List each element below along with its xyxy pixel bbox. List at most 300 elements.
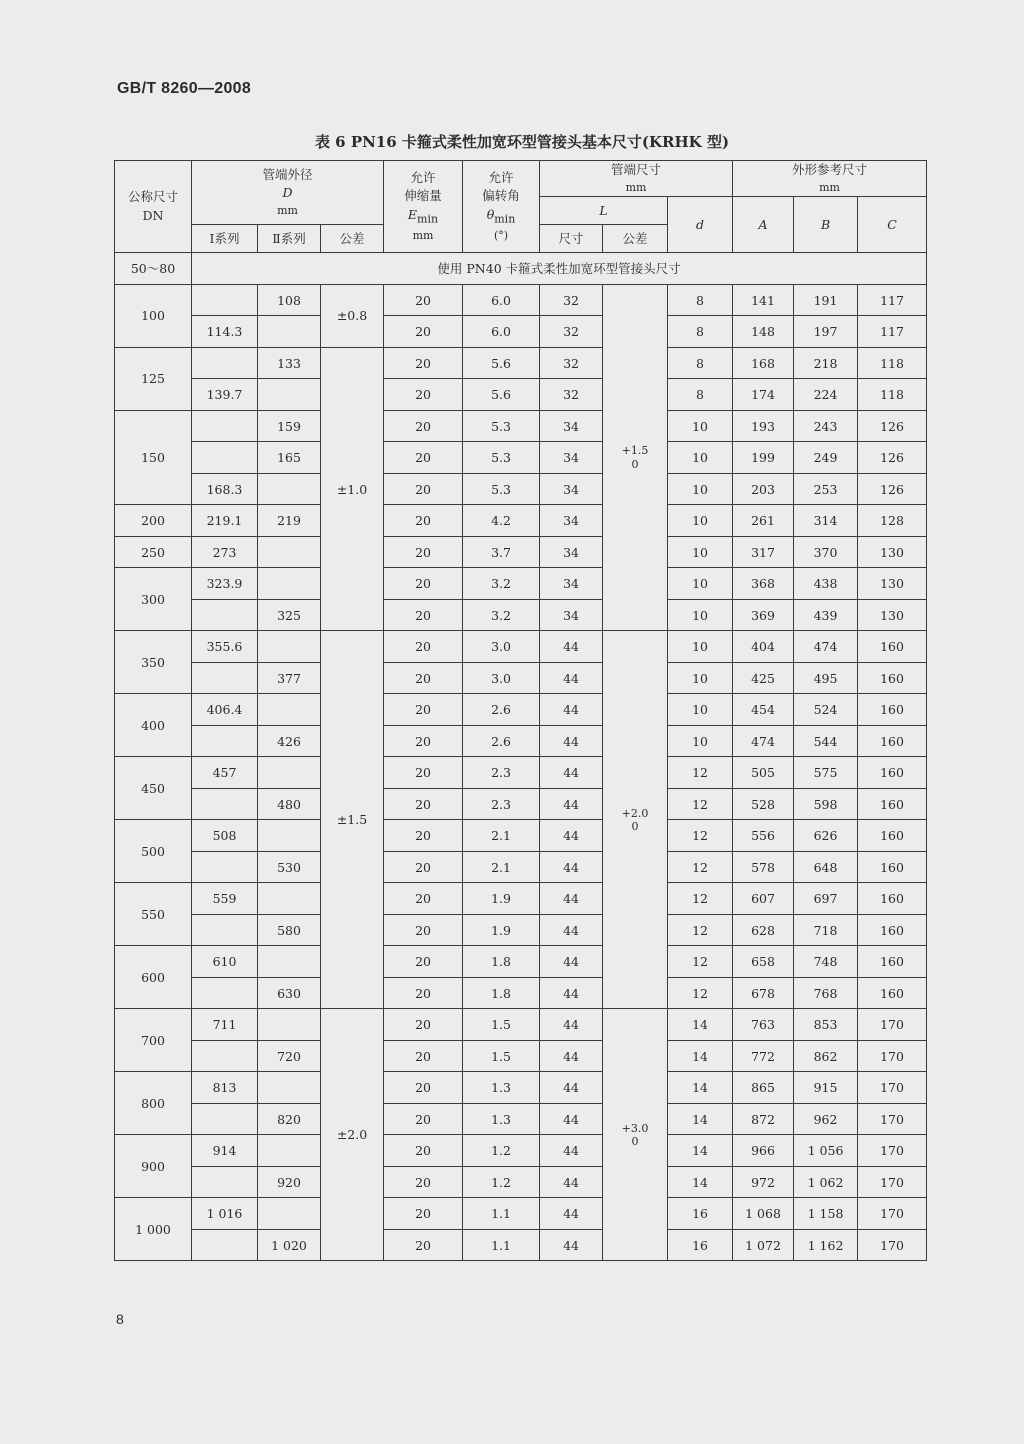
cell-d: 10: [668, 568, 733, 600]
cell-c: 130: [858, 536, 927, 568]
cell-expansion: 20: [384, 442, 463, 474]
cell-series1: 323.9: [192, 568, 258, 600]
cell-series1: [192, 1040, 258, 1072]
cell-d: 14: [668, 1072, 733, 1104]
cell-deflection: 3.0: [463, 662, 540, 694]
header-dn: 公称尺寸 DN: [115, 161, 192, 253]
cell-series2: [258, 1072, 321, 1104]
cell-a: 865: [733, 1072, 794, 1104]
cell-series1: [192, 347, 258, 379]
cell-expansion: 20: [384, 316, 463, 348]
cell-a: 317: [733, 536, 794, 568]
header-b: B: [794, 197, 858, 253]
cell-b: 1 158: [794, 1198, 858, 1230]
cell-expansion: 20: [384, 505, 463, 537]
cell-expansion: 20: [384, 631, 463, 663]
dimension-table: [114, 160, 927, 1261]
header-c: C: [858, 197, 927, 253]
cell-l-tolerance: [603, 284, 668, 631]
cell-series1: 610: [192, 946, 258, 978]
cell-a: 193: [733, 410, 794, 442]
header-series2: Ⅱ系列: [258, 225, 321, 253]
cell-l-size: 34: [540, 442, 603, 474]
cell-b: 249: [794, 442, 858, 474]
cell-l-size: 34: [540, 505, 603, 537]
cell-series1: [192, 442, 258, 474]
cell-c: 160: [858, 883, 927, 915]
cell-a: 628: [733, 914, 794, 946]
cell-series1: 273: [192, 536, 258, 568]
cell-c: 160: [858, 914, 927, 946]
cell-a: 148: [733, 316, 794, 348]
cell-b: 314: [794, 505, 858, 537]
cell-a: 658: [733, 946, 794, 978]
cell-series2: [258, 568, 321, 600]
cell-expansion: 20: [384, 1229, 463, 1261]
cell-b: 862: [794, 1040, 858, 1072]
cell-series2: 159: [258, 410, 321, 442]
cell-a: 369: [733, 599, 794, 631]
note-dn: 50～80: [115, 253, 192, 285]
cell-c: 126: [858, 410, 927, 442]
cell-deflection: 1.1: [463, 1229, 540, 1261]
cell-c: 117: [858, 284, 927, 316]
cell-deflection: 5.6: [463, 347, 540, 379]
cell-expansion: 20: [384, 347, 463, 379]
cell-l-size: 44: [540, 883, 603, 915]
cell-l-size: 44: [540, 757, 603, 789]
cell-d: 14: [668, 1135, 733, 1167]
cell-series1: [192, 662, 258, 694]
cell-series2: [258, 631, 321, 663]
cell-series2: [258, 1135, 321, 1167]
header-deflection: 允许 偏转角 $\theta_{min}$ (°): [463, 161, 540, 253]
cell-expansion: 20: [384, 1009, 463, 1041]
note-row: [115, 253, 927, 285]
cell-series1: [192, 788, 258, 820]
cell-expansion: 20: [384, 1135, 463, 1167]
cell-a: 425: [733, 662, 794, 694]
standard-code: GB/T 8260—2008: [117, 80, 252, 97]
cell-b: 1 162: [794, 1229, 858, 1261]
cell-series2: 1 020: [258, 1229, 321, 1261]
cell-d: 14: [668, 1166, 733, 1198]
cell-series1: [192, 725, 258, 757]
l-tolerance-upper: +2.0: [621, 806, 649, 820]
cell-c: 160: [858, 631, 927, 663]
cell-b: 474: [794, 631, 858, 663]
cell-series2: 133: [258, 347, 321, 379]
cell-deflection: 2.1: [463, 851, 540, 883]
cell-a: 763: [733, 1009, 794, 1041]
cell-l-size: 44: [540, 820, 603, 852]
cell-series2: 530: [258, 851, 321, 883]
table-row: [115, 883, 927, 915]
cell-l-size: 34: [540, 599, 603, 631]
cell-series1: 711: [192, 1009, 258, 1041]
cell-series1: 1 016: [192, 1198, 258, 1230]
cell-b: 370: [794, 536, 858, 568]
cell-series1: 139.7: [192, 379, 258, 411]
table-row: [115, 505, 927, 537]
cell-a: 474: [733, 725, 794, 757]
cell-a: 168: [733, 347, 794, 379]
cell-series2: 377: [258, 662, 321, 694]
cell-series1: 813: [192, 1072, 258, 1104]
cell-a: 199: [733, 442, 794, 474]
cell-c: 160: [858, 694, 927, 726]
cell-series1: [192, 410, 258, 442]
cell-deflection: 2.3: [463, 757, 540, 789]
cell-b: 915: [794, 1072, 858, 1104]
header-d: d: [668, 197, 733, 253]
cell-deflection: 1.5: [463, 1040, 540, 1072]
cell-d: 10: [668, 631, 733, 663]
cell-deflection: 4.2: [463, 505, 540, 537]
cell-c: 170: [858, 1229, 927, 1261]
table-row: [115, 347, 927, 379]
table-row: [115, 1135, 927, 1167]
cell-l-tolerance: [603, 1009, 668, 1261]
cell-a: 261: [733, 505, 794, 537]
table-row: [115, 442, 927, 474]
cell-deflection: 1.2: [463, 1166, 540, 1198]
cell-d: 12: [668, 914, 733, 946]
cell-c: 160: [858, 946, 927, 978]
cell-l-size: 44: [540, 694, 603, 726]
cell-b: 697: [794, 883, 858, 915]
cell-series1: [192, 851, 258, 883]
cell-deflection: 1.3: [463, 1103, 540, 1135]
cell-d: 10: [668, 694, 733, 726]
table-row: [115, 631, 927, 663]
cell-expansion: 20: [384, 725, 463, 757]
cell-expansion: 20: [384, 599, 463, 631]
cell-a: 872: [733, 1103, 794, 1135]
cell-d: 10: [668, 662, 733, 694]
cell-c: 170: [858, 1135, 927, 1167]
cell-deflection: 1.9: [463, 914, 540, 946]
cell-expansion: 20: [384, 410, 463, 442]
cell-deflection: 1.8: [463, 946, 540, 978]
table-row: [115, 946, 927, 978]
cell-a: 368: [733, 568, 794, 600]
cell-a: 772: [733, 1040, 794, 1072]
cell-b: 626: [794, 820, 858, 852]
cell-c: 160: [858, 851, 927, 883]
cell-l-size: 44: [540, 788, 603, 820]
cell-dn: 1 000: [115, 1198, 192, 1261]
cell-a: 1 072: [733, 1229, 794, 1261]
cell-series2: 480: [258, 788, 321, 820]
cell-a: 454: [733, 694, 794, 726]
cell-d: 10: [668, 473, 733, 505]
cell-c: 126: [858, 473, 927, 505]
cell-l-size: 44: [540, 851, 603, 883]
cell-dn: 900: [115, 1135, 192, 1198]
cell-l-size: 34: [540, 568, 603, 600]
header-a: A: [733, 197, 794, 253]
cell-c: 160: [858, 662, 927, 694]
table-row: [115, 820, 927, 852]
cell-b: 648: [794, 851, 858, 883]
cell-series2: [258, 473, 321, 505]
cell-a: 556: [733, 820, 794, 852]
cell-expansion: 20: [384, 568, 463, 600]
cell-expansion: 20: [384, 820, 463, 852]
cell-deflection: 3.2: [463, 599, 540, 631]
cell-dn: 300: [115, 568, 192, 631]
cell-a: 1 068: [733, 1198, 794, 1230]
cell-b: 748: [794, 946, 858, 978]
cell-deflection: 5.3: [463, 473, 540, 505]
cell-d: 14: [668, 1040, 733, 1072]
cell-d: 8: [668, 284, 733, 316]
cell-deflection: 5.3: [463, 410, 540, 442]
cell-b: 439: [794, 599, 858, 631]
cell-d: 8: [668, 347, 733, 379]
cell-expansion: 20: [384, 379, 463, 411]
cell-dn: 250: [115, 536, 192, 568]
cell-series2: 820: [258, 1103, 321, 1135]
header-pipe-end: 管端尺寸 mm: [540, 161, 733, 197]
l-tolerance-upper: +1.5: [621, 444, 649, 458]
cell-d: 10: [668, 725, 733, 757]
cell-b: 218: [794, 347, 858, 379]
cell-expansion: 20: [384, 284, 463, 316]
cell-series1: [192, 914, 258, 946]
cell-series1: 168.3: [192, 473, 258, 505]
cell-series2: 165: [258, 442, 321, 474]
cell-deflection: 3.0: [463, 631, 540, 663]
cell-dn: 550: [115, 883, 192, 946]
cell-dn: 350: [115, 631, 192, 694]
table-row: [115, 851, 927, 883]
cell-series2: [258, 1198, 321, 1230]
cell-d: 12: [668, 883, 733, 915]
cell-b: 1 056: [794, 1135, 858, 1167]
cell-a: 607: [733, 883, 794, 915]
header-l-tolerance: 公差: [603, 225, 668, 253]
cell-b: 853: [794, 1009, 858, 1041]
cell-series2: [258, 379, 321, 411]
cell-series2: 325: [258, 599, 321, 631]
cell-deflection: 1.1: [463, 1198, 540, 1230]
table-row: [115, 536, 927, 568]
cell-deflection: 2.6: [463, 694, 540, 726]
cell-series2: [258, 946, 321, 978]
cell-series2: [258, 820, 321, 852]
cell-d: 12: [668, 851, 733, 883]
cell-series1: 355.6: [192, 631, 258, 663]
cell-d: 16: [668, 1229, 733, 1261]
cell-series1: [192, 1166, 258, 1198]
cell-c: 170: [858, 1072, 927, 1104]
cell-c: 170: [858, 1040, 927, 1072]
cell-series2: [258, 757, 321, 789]
cell-deflection: 5.3: [463, 442, 540, 474]
cell-l-size: 32: [540, 379, 603, 411]
cell-deflection: 1.8: [463, 977, 540, 1009]
cell-expansion: 20: [384, 1040, 463, 1072]
header-tolerance: 公差: [321, 225, 384, 253]
cell-b: 544: [794, 725, 858, 757]
cell-deflection: 1.3: [463, 1072, 540, 1104]
cell-expansion: 20: [384, 883, 463, 915]
cell-c: 160: [858, 788, 927, 820]
cell-b: 1 062: [794, 1166, 858, 1198]
cell-dn: 800: [115, 1072, 192, 1135]
cell-expansion: 20: [384, 1072, 463, 1104]
cell-dn: 400: [115, 694, 192, 757]
table-body: [115, 253, 927, 1261]
cell-deflection: 3.2: [463, 568, 540, 600]
cell-expansion: 20: [384, 1166, 463, 1198]
cell-l-size: 44: [540, 662, 603, 694]
cell-b: 575: [794, 757, 858, 789]
page-number: 8: [116, 1311, 124, 1327]
cell-a: 966: [733, 1135, 794, 1167]
cell-expansion: 20: [384, 473, 463, 505]
cell-a: 174: [733, 379, 794, 411]
cell-b: 598: [794, 788, 858, 820]
header-l: L: [540, 197, 668, 225]
cell-c: 170: [858, 1009, 927, 1041]
cell-expansion: 20: [384, 977, 463, 1009]
cell-l-tolerance: [603, 631, 668, 1009]
table-row: [115, 725, 927, 757]
cell-c: 160: [858, 757, 927, 789]
cell-c: 170: [858, 1198, 927, 1230]
cell-b: 438: [794, 568, 858, 600]
cell-b: 524: [794, 694, 858, 726]
table-row: [115, 379, 927, 411]
cell-dn: 600: [115, 946, 192, 1009]
cell-deflection: 2.1: [463, 820, 540, 852]
cell-dn: 200: [115, 505, 192, 537]
cell-deflection: 6.0: [463, 284, 540, 316]
cell-series1: 457: [192, 757, 258, 789]
cell-series1: 406.4: [192, 694, 258, 726]
header-expansion: 允许 伸缩量 $E_{min}$ mm: [384, 161, 463, 253]
cell-expansion: 20: [384, 694, 463, 726]
cell-d: 12: [668, 757, 733, 789]
table-row: [115, 1009, 927, 1041]
cell-expansion: 20: [384, 914, 463, 946]
cell-a: 972: [733, 1166, 794, 1198]
cell-series1: 914: [192, 1135, 258, 1167]
cell-deflection: 3.7: [463, 536, 540, 568]
cell-expansion: 20: [384, 757, 463, 789]
cell-l-size: 34: [540, 536, 603, 568]
cell-series2: 630: [258, 977, 321, 1009]
cell-l-size: 44: [540, 1009, 603, 1041]
cell-dn: 150: [115, 410, 192, 505]
table-row: [115, 662, 927, 694]
cell-deflection: 1.9: [463, 883, 540, 915]
cell-a: 404: [733, 631, 794, 663]
cell-c: 130: [858, 568, 927, 600]
cell-d: 10: [668, 505, 733, 537]
cell-deflection: 1.5: [463, 1009, 540, 1041]
cell-l-size: 32: [540, 347, 603, 379]
cell-d: 10: [668, 599, 733, 631]
cell-series1: [192, 977, 258, 1009]
cell-expansion: 20: [384, 1198, 463, 1230]
cell-od-tolerance: ±0.8: [321, 284, 384, 347]
cell-od-tolerance: ±2.0: [321, 1009, 384, 1261]
cell-od-tolerance: ±1.0: [321, 347, 384, 631]
cell-dn: 700: [115, 1009, 192, 1072]
cell-series1: 559: [192, 883, 258, 915]
cell-series2: 108: [258, 284, 321, 316]
header-outline: 外形参考尺寸 mm: [733, 161, 927, 197]
cell-a: 528: [733, 788, 794, 820]
cell-dn: 100: [115, 284, 192, 347]
cell-d: 14: [668, 1103, 733, 1135]
cell-l-size: 44: [540, 914, 603, 946]
cell-series1: [192, 1229, 258, 1261]
cell-l-size: 44: [540, 1103, 603, 1135]
cell-expansion: 20: [384, 1103, 463, 1135]
cell-d: 12: [668, 946, 733, 978]
cell-deflection: 6.0: [463, 316, 540, 348]
cell-c: 128: [858, 505, 927, 537]
cell-series2: 720: [258, 1040, 321, 1072]
table-row: [115, 914, 927, 946]
cell-b: 962: [794, 1103, 858, 1135]
cell-a: 505: [733, 757, 794, 789]
cell-a: 678: [733, 977, 794, 1009]
cell-d: 8: [668, 316, 733, 348]
cell-b: 224: [794, 379, 858, 411]
cell-series1: 508: [192, 820, 258, 852]
cell-dn: 125: [115, 347, 192, 410]
table-title: 表 6 PN16 卡箍式柔性加宽环型管接头基本尺寸(KRHK 型): [314, 133, 730, 151]
cell-a: 578: [733, 851, 794, 883]
cell-c: 170: [858, 1166, 927, 1198]
cell-d: 12: [668, 977, 733, 1009]
table-row: [115, 1229, 927, 1261]
table-row: [115, 568, 927, 600]
table-row: [115, 694, 927, 726]
cell-series2: [258, 1009, 321, 1041]
cell-l-size: 44: [540, 1198, 603, 1230]
cell-series1: [192, 1103, 258, 1135]
cell-a: 141: [733, 284, 794, 316]
cell-expansion: 20: [384, 946, 463, 978]
table-row: [115, 977, 927, 1009]
cell-c: 130: [858, 599, 927, 631]
cell-b: 718: [794, 914, 858, 946]
cell-l-size: 44: [540, 1229, 603, 1261]
cell-l-size: 44: [540, 1135, 603, 1167]
cell-od-tolerance: ±1.5: [321, 631, 384, 1009]
cell-l-size: 32: [540, 316, 603, 348]
cell-series2: [258, 883, 321, 915]
cell-c: 118: [858, 347, 927, 379]
cell-c: 118: [858, 379, 927, 411]
cell-series2: [258, 694, 321, 726]
cell-b: 243: [794, 410, 858, 442]
cell-series2: [258, 536, 321, 568]
table-row: [115, 1166, 927, 1198]
cell-series1: 114.3: [192, 316, 258, 348]
cell-series1: 219.1: [192, 505, 258, 537]
cell-d: 12: [668, 788, 733, 820]
note-text: 使用 PN40 卡箍式柔性加宽环型管接头尺寸: [192, 253, 927, 285]
table-row: [115, 1198, 927, 1230]
